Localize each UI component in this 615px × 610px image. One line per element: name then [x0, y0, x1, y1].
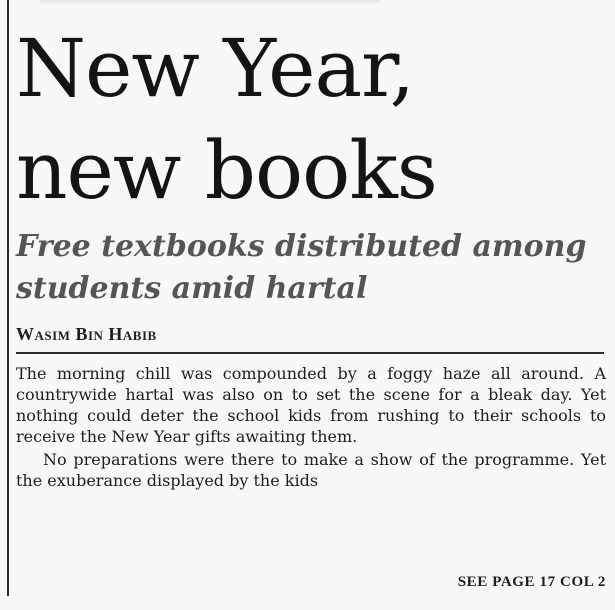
- article: [16, 18, 608, 493]
- article-body: [16, 363, 606, 491]
- subheadline-line-1: Free textbooks distributed among: [16, 229, 587, 264]
- subheadline: [16, 226, 608, 310]
- subheadline-line-2: students amid hartal: [16, 271, 368, 306]
- byline-divider: [16, 352, 604, 354]
- column-rule: [7, 0, 9, 596]
- headline: [16, 18, 608, 222]
- byline: Wasim Bin Habib: [16, 324, 157, 344]
- headline-line-2: new books: [16, 124, 437, 217]
- continued-jump-label: SEE PAGE 17 COL 2: [457, 574, 606, 590]
- headline-line-1: New Year,: [16, 22, 415, 115]
- paragraph-2: No preparations were there to make a show of the programme. Yet the exuberance displayed by the kids: [16, 449, 606, 490]
- top-edge-residue: [40, 0, 380, 4]
- paragraph-1: The morning chill was compounded by a foggy haze all around. A countrywide hartal was also on to set the scene for a bleak day. Yet nothing could deter the school kids from rushing to their schools to receive the New Year gifts awaiting them.: [16, 363, 606, 446]
